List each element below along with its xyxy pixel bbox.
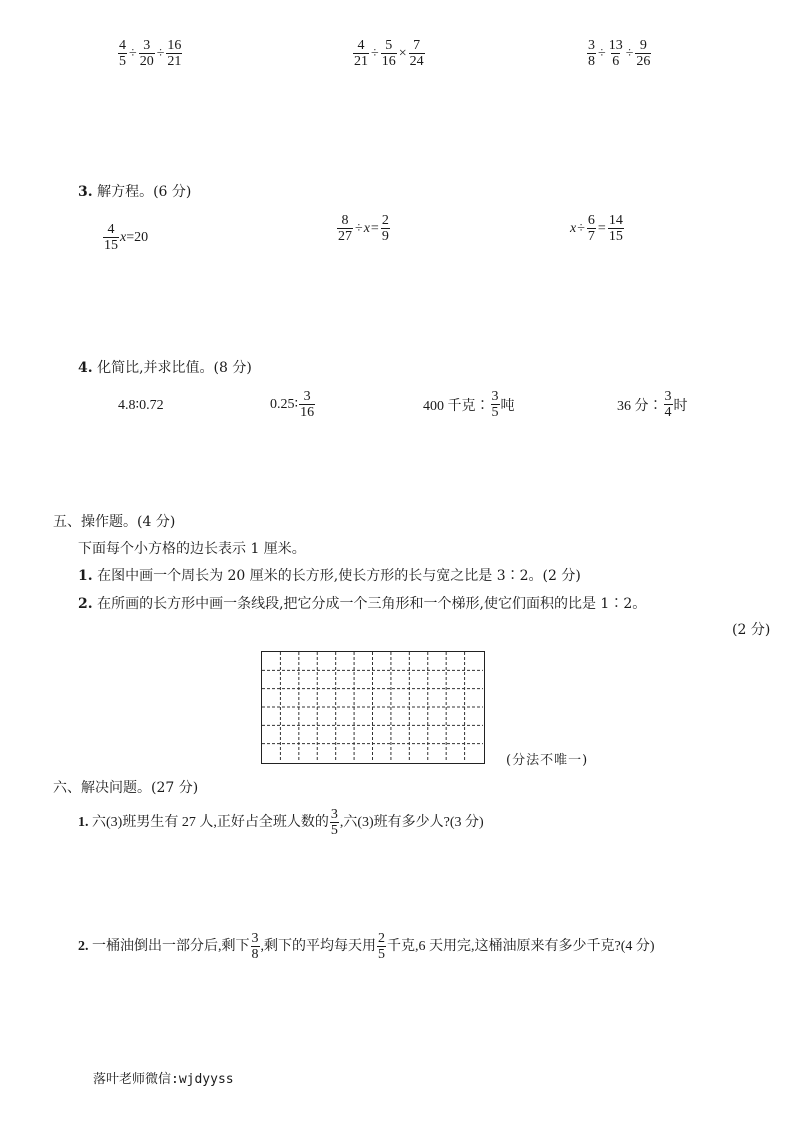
fraction: $\frac{4}{5}$ bbox=[119, 38, 126, 69]
section-5-item-2-score: (2 分) bbox=[732, 622, 771, 638]
fraction: $\frac{7}{24}$ bbox=[409, 38, 424, 69]
fraction: $\frac{4}{15}$ bbox=[104, 222, 118, 253]
equation-1: $\frac{4}{15}$ x =20 bbox=[104, 222, 149, 253]
fraction: $\frac{4}{21}$ bbox=[354, 38, 368, 69]
ratio-4: 36 分∶ $\frac{3}{4}$ 时 bbox=[617, 389, 688, 420]
fraction: $\frac{8}{27}$ bbox=[338, 213, 352, 244]
question-3-heading: 3. 解方程。(6 分) bbox=[78, 184, 192, 200]
fraction: $\frac{14}{15}$ bbox=[608, 213, 623, 244]
question-4-heading: 4. 化简比,并求比值。(8 分) bbox=[78, 360, 252, 376]
fraction: $\frac{3}{16}$ bbox=[300, 389, 315, 420]
fraction: $\frac{3}{4}$ bbox=[664, 389, 672, 420]
footer-contact: 落叶老师微信:wjdyyss bbox=[93, 1072, 234, 1087]
fraction: $\frac{3}{8}$ bbox=[588, 38, 595, 69]
fraction: $\frac{3}{5}$ bbox=[491, 389, 499, 420]
problem-1: 1. 六(3)班男生有 27 人,正好占全班人数的 $\frac{3}{5}$ ,六(3)班有多少人?(3 分) bbox=[78, 807, 484, 838]
expression-1: $\frac{4}{5}$ ÷ $\frac{3}{20}$ ÷ $\frac{16}{21}$ bbox=[119, 38, 182, 69]
fraction: $\frac{2}{5}$ bbox=[378, 931, 385, 962]
fraction: $\frac{2}{9}$ bbox=[381, 213, 389, 244]
grid-note: (分法不唯一) bbox=[506, 753, 589, 768]
fraction: $\frac{16}{21}$ bbox=[167, 38, 182, 69]
fraction: $\frac{13}{6}$ bbox=[608, 38, 623, 69]
fraction: $\frac{3}{8}$ bbox=[251, 931, 259, 962]
expression-2: $\frac{4}{21}$ ÷ $\frac{5}{16}$ × $\frac{7}{24}$ bbox=[354, 38, 424, 69]
ratio-3: 400 千克∶ $\frac{3}{5}$ 吨 bbox=[423, 389, 515, 420]
equation-3: x ÷ $\frac{6}{7}$ = $\frac{14}{15}$ bbox=[570, 213, 623, 244]
section-5-item-2: 2. 在所画的长方形中画一条线段,把它分成一个三角形和一个梯形,使它们面积的比是 1∶2。 bbox=[78, 596, 647, 612]
fraction: $\frac{5}{16}$ bbox=[381, 38, 396, 69]
section-6-title: 六、解决问题。(27 分) bbox=[53, 780, 199, 796]
problem-2: 2. 一桶油倒出一部分后,剩下 $\frac{3}{8}$ ,剩下的平均每天用 $\frac{2}{5}$ 千克,6 天用完,这桶油原来有多少千克?(4 分) bbox=[78, 931, 655, 962]
section-5-title: 五、操作题。(4 分) bbox=[53, 514, 176, 530]
square-grid bbox=[261, 651, 485, 764]
fraction: $\frac{3}{20}$ bbox=[139, 38, 154, 69]
ratio-2: 0.25∶ $\frac{3}{16}$ bbox=[270, 389, 315, 420]
section-5-item-1: 1. 在图中画一个周长为 20 厘米的长方形,使长方形的长与宽之比是 3∶2。(2 分) bbox=[78, 568, 581, 584]
fraction: $\frac{3}{5}$ bbox=[330, 807, 338, 838]
expression-3: $\frac{3}{8}$ ÷ $\frac{13}{6}$ ÷ $\frac{9}{26}$ bbox=[588, 38, 651, 69]
fraction: $\frac{6}{7}$ bbox=[587, 213, 595, 244]
section-5-intro: 下面每个小方格的边长表示 1 厘米。 bbox=[78, 541, 306, 557]
grid-lines bbox=[262, 652, 483, 762]
ratio-1: 4.8∶0.72 bbox=[118, 398, 164, 413]
equation-2: $\frac{8}{27}$ ÷ x = $\frac{2}{9}$ bbox=[338, 213, 389, 244]
fraction: $\frac{9}{26}$ bbox=[636, 38, 651, 69]
